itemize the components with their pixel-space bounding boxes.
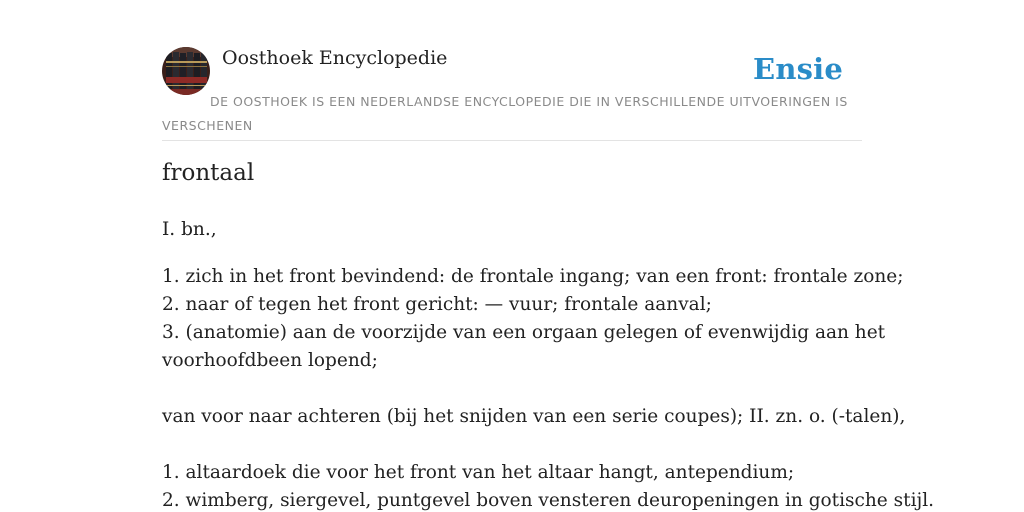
source-title-link[interactable]: Oosthoek Encyclopedie — [222, 47, 448, 69]
source-header — [162, 46, 862, 141]
definition-line: 1. zich in het front bevindend: de frontale ingang; van een front: frontale zone; — [162, 266, 904, 287]
definition-line: 1. altaardoek die voor het front van het altaar hangt, antependium; — [162, 462, 795, 483]
book-spines-icon — [162, 47, 210, 95]
entry-headword: frontaal — [162, 160, 255, 186]
spacer — [162, 244, 882, 263]
entry-grammar: I. bn., — [162, 219, 217, 240]
source-avatar[interactable] — [162, 47, 210, 95]
definition-line: 3. (anatomie) aan de voorzijde van een orgaan gelegen of evenwijdig aan het — [162, 322, 886, 343]
entry-definition — [162, 216, 935, 512]
definition-line: 2. wimberg, siergevel, puntgevel boven vensteren deuropeningen in gotische stijl. — [162, 490, 935, 511]
spacer — [162, 375, 882, 403]
definition-line: van voor naar achteren (bij het snijden van een serie coupes); II. zn. o. (-talen), — [162, 406, 906, 427]
definition-line: 2. naar of tegen het front gericht: — vuur; frontale aanval; — [162, 294, 712, 315]
ensie-logo-link[interactable]: Ensie — [753, 52, 843, 86]
definition-line: voorhoofdbeen lopend; — [162, 350, 378, 371]
spacer — [162, 431, 882, 459]
source-description: DE OOSTHOEK IS EEN NEDERLANDSE ENCYCLOPEDIE DIE IN VERSCHILLENDE UITVOERINGEN IS VERSCHENEN — [162, 94, 848, 133]
